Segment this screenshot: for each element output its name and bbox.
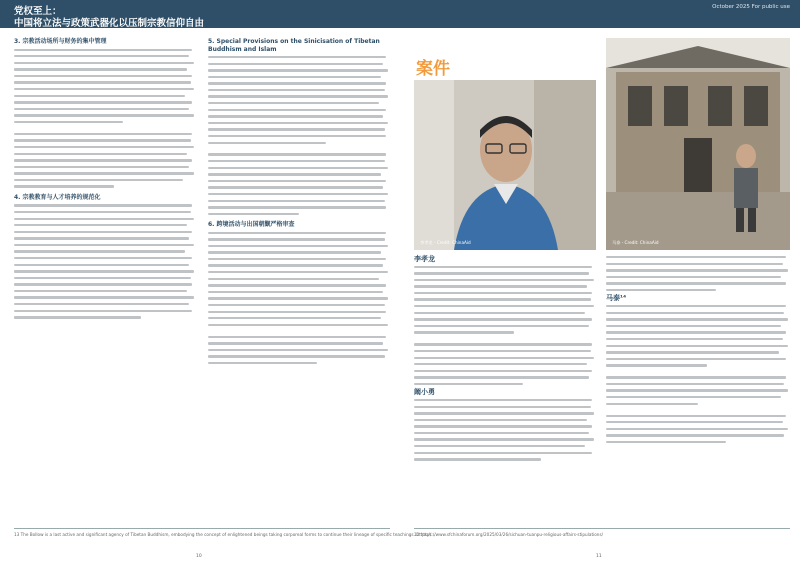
right-page (400, 0, 800, 567)
header-date-label: October 2025 For public use (712, 4, 790, 10)
header-title-line1: 党权至上： (14, 6, 62, 17)
right-column-1 (414, 256, 596, 524)
right-page-number: 11 (596, 554, 602, 559)
left-column-2 (208, 38, 390, 508)
section-4-body (14, 204, 196, 318)
case-section-title: 案件 (416, 59, 450, 79)
person-kan-xiaoyong-name: 阚小勇 (414, 388, 435, 397)
section-5-body (208, 56, 390, 215)
section-3-body (14, 49, 196, 188)
photo1-caption: 李孝龙 - Credit: ChinaAid (420, 240, 471, 245)
person-kan-xiaoyong-body (414, 399, 596, 461)
right-footnote: 12 https://www.sfchinaforum.org/2025/03/26/sichuan-tuanpu-religious-affairs-stipulations/ (414, 532, 604, 537)
right-column-2 (606, 256, 790, 524)
photo-li-xiaolong (414, 80, 596, 250)
section-4-heading: 4. 宗教教育与人才培养的规范化 (14, 193, 101, 201)
section-3-heading: 3. 宗教活动场所与财务的集中管理 (14, 38, 107, 45)
section-6-heading: 6. 跨境活动与出国朝觐严格审查 (208, 221, 295, 229)
photo2-continuation-body (606, 256, 790, 291)
person-ma-tai-body (606, 305, 790, 443)
header-title-line2: 中国将立法与政策武器化以压制宗教信仰自由 (14, 18, 205, 29)
portrait-image (414, 80, 596, 250)
photo-ma-tai (606, 38, 790, 250)
building-image (606, 38, 790, 250)
right-footnote-divider (414, 528, 790, 529)
left-column-1 (14, 38, 196, 508)
photo2-caption: 马泰 - Credit: ChinaAid (612, 240, 659, 245)
section-5-heading: 5. Special Provisions on the Sinicisation of Tibetan Buddhism and Islam (208, 38, 380, 53)
section-6-body (208, 232, 390, 365)
footnote-divider (14, 528, 390, 529)
person-ma-tai-name: 马泰¹⁴ (606, 294, 627, 303)
person-li-xiaolong-body (414, 266, 596, 386)
left-footnote: 13 The Bollow is a last active and significant agency of Tibetan Buddhism, embodying the concept of enlightened beings taking corporeal forms to continue their lineage of specific teachings. https://... (14, 532, 436, 537)
person-li-xiaolong-name: 李孝龙 (414, 255, 435, 263)
left-page-number: 10 (196, 554, 202, 559)
